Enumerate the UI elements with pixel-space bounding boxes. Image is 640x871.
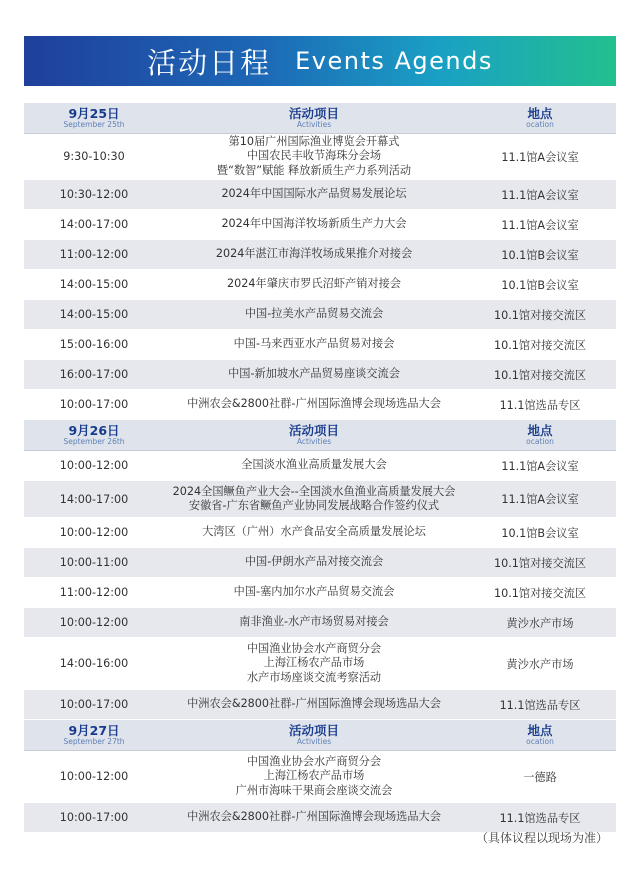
location-cell: 10.1馆对接交流区 <box>493 586 587 600</box>
activity-cell <box>164 337 464 352</box>
activity-line: 2024年湛江市海洋牧场成果推介对接会 <box>215 247 413 261</box>
activity-line: 2024年肇庆市罗氏沼虾产销对接会 <box>227 277 401 291</box>
activity-cell <box>164 135 464 179</box>
activity-line: 2024年中国海洋牧场新质生产力大会 <box>221 217 407 231</box>
activity-line: 全国淡水渔业高质量发展大会 <box>241 458 387 472</box>
agenda-row <box>24 548 616 578</box>
time-cell: 14:00-17:00 <box>59 218 129 231</box>
agenda-row <box>24 240 616 270</box>
activity-cell <box>164 397 464 412</box>
agenda-row <box>24 638 616 690</box>
location-cell: 10.1馆对接交流区 <box>493 338 587 352</box>
activity-cell <box>164 458 464 473</box>
footnote: （具体议程以现场为准） <box>475 831 608 845</box>
agenda-row <box>24 481 616 518</box>
activity-line: 中国渔业协会水产商贸分会 <box>246 641 382 655</box>
activity-cell <box>164 367 464 382</box>
location-cell: 10.1馆B会议室 <box>501 526 579 540</box>
location-header-en: ocation <box>526 120 554 129</box>
location-cell: 11.1馆A会议室 <box>501 493 579 506</box>
agenda-row <box>24 608 616 638</box>
day-date <box>24 107 164 129</box>
day-header <box>24 103 616 134</box>
activity-line: 上海江杨农产品市场 <box>263 769 365 783</box>
location-cell: 10.1馆B会议室 <box>501 248 579 262</box>
agenda-row <box>24 330 616 360</box>
location-cell: 10.1馆对接交流区 <box>493 556 587 570</box>
location-header-cn: 地点 <box>527 106 553 121</box>
date-cn: 9月26日 <box>68 423 120 438</box>
time-cell: 10:00-12:00 <box>59 459 129 472</box>
activity-line: 中国农民丰收节海珠分会场 <box>246 149 382 163</box>
date-en: September 25th <box>63 120 125 129</box>
time-cell: 14:00-15:00 <box>59 308 129 321</box>
activity-line: 南非渔业-水产市场贸易对接会 <box>239 615 389 629</box>
location-cell: 11.1馆A会议室 <box>501 150 579 164</box>
location-cell: 11.1馆选品专区 <box>499 698 581 712</box>
day-header <box>24 720 616 751</box>
agenda-row <box>24 578 616 608</box>
time-cell: 11:00-12:00 <box>59 248 129 261</box>
activity-header-en: Activities <box>296 737 332 746</box>
location-cell: 11.1馆A会议室 <box>501 218 579 232</box>
activity-cell <box>164 307 464 322</box>
activity-line: 中国-塞内加尔水产品贸易交流会 <box>233 585 395 599</box>
location-header-cn: 地点 <box>527 423 553 438</box>
time-cell: 10:00-17:00 <box>59 398 129 411</box>
activity-line: 中国-马来西亚水产品贸易对接会 <box>233 337 395 351</box>
agenda-row <box>24 751 616 803</box>
activity-cell <box>164 217 464 232</box>
location-cell: 黄沙水产市场 <box>506 657 574 671</box>
agenda-row <box>24 180 616 210</box>
day-date <box>24 424 164 446</box>
activity-column-header <box>164 424 464 446</box>
time-cell: 10:00-12:00 <box>59 616 129 629</box>
title-cn: 活动日程 <box>147 45 272 80</box>
activity-line: 水产市场座谈交流考察活动 <box>246 670 382 684</box>
location-cell: 11.1馆选品专区 <box>499 811 581 825</box>
location-column-header <box>464 424 616 446</box>
activity-line: 暨“数智”赋能 释放新质生产力系列活动 <box>216 163 412 177</box>
location-cell: 10.1馆对接交流区 <box>493 308 587 322</box>
agenda-row <box>24 518 616 548</box>
date-en: September 27th <box>63 737 125 746</box>
agenda-row <box>24 690 616 720</box>
activity-line: 中国-新加坡水产品贸易座谈交流会 <box>228 367 400 381</box>
activity-column-header <box>164 107 464 129</box>
location-cell: 一德路 <box>523 770 557 784</box>
time-cell: 10:00-17:00 <box>59 698 129 711</box>
activity-cell <box>164 615 464 630</box>
activity-cell <box>164 277 464 292</box>
time-cell: 14:00-17:00 <box>59 492 129 506</box>
activity-cell <box>164 642 464 686</box>
activity-header-en: Activities <box>296 437 332 446</box>
location-header-en: ocation <box>526 737 554 746</box>
location-cell: 10.1馆B会议室 <box>501 278 579 292</box>
activity-header-en: Activities <box>296 120 332 129</box>
time-cell: 15:00-16:00 <box>59 338 129 351</box>
activity-column-header <box>164 724 464 746</box>
title-banner <box>24 36 616 86</box>
activity-line: 中洲农会&2800社群-广州国际渔博会现场选品大会 <box>187 697 441 711</box>
agenda-row <box>24 300 616 330</box>
location-header-en: ocation <box>526 437 554 446</box>
location-cell: 黄沙水产市场 <box>506 616 574 630</box>
activity-cell <box>164 485 464 514</box>
day-date <box>24 724 164 746</box>
location-cell: 10.1馆对接交流区 <box>493 368 587 382</box>
time-cell: 10:00-12:00 <box>59 770 129 783</box>
date-cn: 9月25日 <box>68 106 120 121</box>
location-cell: 11.1馆选品专区 <box>499 398 581 412</box>
activity-cell <box>164 247 464 262</box>
activity-line: 第10届广州国际渔业博览会开幕式 <box>228 134 400 148</box>
activity-line: 2024全国鳜鱼产业大会--全国淡水鱼渔业高质量发展大会 <box>172 484 456 498</box>
time-cell: 14:00-15:00 <box>59 278 129 291</box>
agenda-row <box>24 134 616 180</box>
time-cell: 16:00-17:00 <box>59 368 129 381</box>
date-cn: 9月27日 <box>68 723 120 738</box>
agenda-row <box>24 270 616 300</box>
time-cell: 10:00-17:00 <box>59 811 129 824</box>
agenda-row <box>24 210 616 240</box>
activity-line: 2024年中国国际水产品贸易发展论坛 <box>221 187 407 201</box>
location-column-header <box>464 724 616 746</box>
activity-cell <box>164 187 464 202</box>
activity-cell <box>164 697 464 712</box>
day-header <box>24 420 616 451</box>
time-cell: 10:30-12:00 <box>59 188 129 201</box>
activity-line: 广州市海味干果商会座谈交流会 <box>235 783 393 797</box>
location-cell: 11.1馆A会议室 <box>501 188 579 202</box>
date-en: September 26th <box>63 437 125 446</box>
time-cell: 11:00-12:00 <box>59 586 129 599</box>
activity-cell <box>164 755 464 799</box>
time-cell: 10:00-12:00 <box>59 526 129 539</box>
activity-header-cn: 活动项目 <box>288 106 339 121</box>
time-cell: 9:30-10:30 <box>63 150 125 163</box>
activity-header-cn: 活动项目 <box>288 723 339 738</box>
time-cell: 10:00-11:00 <box>59 556 129 569</box>
agenda-row <box>24 390 616 420</box>
activity-line: 中洲农会&2800社群-广州国际渔博会现场选品大会 <box>187 397 441 411</box>
location-header-cn: 地点 <box>527 723 553 738</box>
time-cell: 14:00-16:00 <box>59 657 129 670</box>
location-cell: 11.1馆A会议室 <box>501 459 579 473</box>
agenda-row <box>24 360 616 390</box>
activity-line: 大湾区（广州）水产食品安全高质量发展论坛 <box>202 525 426 539</box>
agenda-table <box>24 103 616 833</box>
activity-line: 中国渔业协会水产商贸分会 <box>246 754 382 768</box>
activity-cell <box>164 810 464 825</box>
agenda-row <box>24 451 616 481</box>
location-column-header <box>464 107 616 129</box>
activity-header-cn: 活动项目 <box>288 423 339 438</box>
activity-cell <box>164 525 464 540</box>
activity-line: 中国-伊朗水产品对接交流会 <box>244 555 384 569</box>
activity-line: 上海江杨农产品市场 <box>263 656 365 670</box>
activity-cell <box>164 585 464 600</box>
activity-line: 安徽省-广东省鳜鱼产业协同发展战略合作签约仪式 <box>188 499 440 512</box>
activity-line: 中洲农会&2800社群-广州国际渔博会现场选品大会 <box>187 810 441 824</box>
activity-line: 中国-拉美水产品贸易交流会 <box>244 307 384 321</box>
title-en: Events Agends <box>295 47 493 75</box>
activity-cell <box>164 555 464 570</box>
